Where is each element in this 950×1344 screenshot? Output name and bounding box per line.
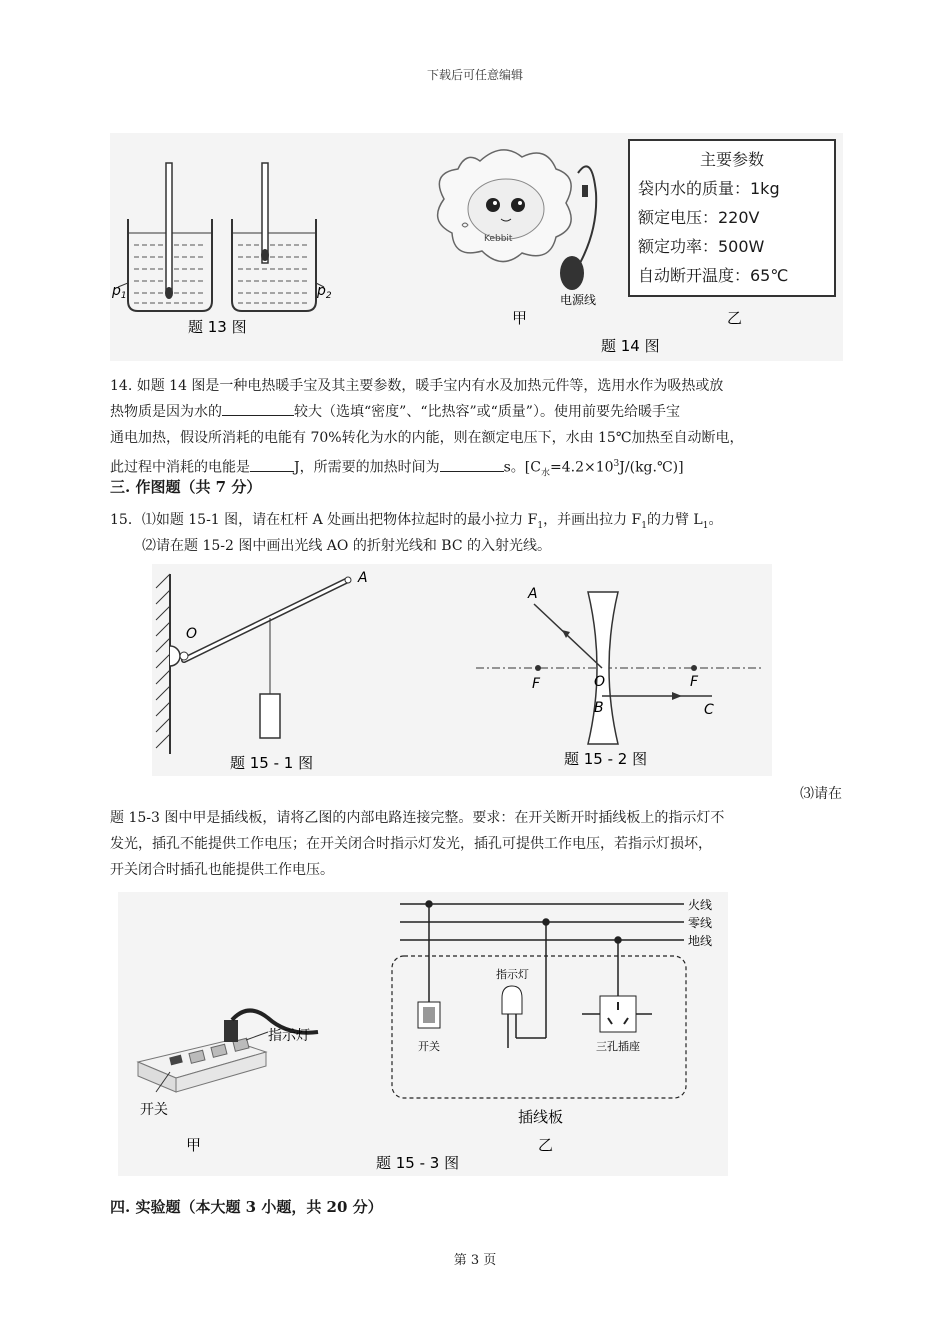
figure-15-3	[118, 892, 728, 1176]
parameter-table	[628, 139, 836, 297]
parameter-row: 额定功率：500W	[638, 237, 765, 256]
answer-blank[interactable]	[222, 399, 294, 416]
jia-indicator-label: 指示灯	[268, 1028, 310, 1044]
parameter-row: 自动断开温度：65℃	[638, 266, 789, 285]
indicator-lamp-icon	[502, 986, 546, 1048]
question-15-line-1: 15．⑴如题 15-1 图，请在杠杆 A 处画出把物体拉起时的最小拉力 $F_1$，并画出拉力 $F_1$的力臂 $L_1$。	[110, 512, 723, 531]
live-wire-label: 火线	[688, 898, 713, 912]
figure-15-1	[156, 570, 368, 772]
page-header: 下载后可任意编辑	[426, 68, 523, 82]
parameter-row: 袋内水的质量：1kg	[638, 179, 780, 198]
section-3-heading: 三. 作图题（共 7 分）	[110, 478, 262, 496]
figure-13-14	[110, 133, 843, 361]
fig15-3-jia: 甲	[186, 1136, 202, 1154]
svg-text:F: F	[690, 674, 699, 690]
parameter-row: 额定电压：220V	[638, 208, 760, 227]
q14-line-3: 通电加热，假设所消耗的电能有 70%转化为水的内能，则在额定电压下，水由 15℃加热至自动断电，	[110, 430, 744, 446]
section-4-heading: 四. 实验题（本大题 3 小题，共 20 分）	[110, 1198, 383, 1216]
socket-label: 三孔插座	[596, 1040, 640, 1053]
svg-text:Kebbit: Kebbit	[484, 234, 513, 244]
cord-label: 电源线	[560, 293, 597, 307]
ground-wire-label: 地线	[688, 934, 713, 948]
q14-line-2: 热物质是因为水的 较大（选填“密度”、“比热容”或“质量”）。使用前要先给暖手宝	[110, 399, 850, 425]
figure-15-1-15-2	[152, 564, 772, 776]
fig13-caption: 题 13 图	[188, 318, 247, 336]
fig15-1-caption: 题 15 - 1 图	[230, 754, 314, 772]
beaker-2	[232, 219, 316, 311]
q14-line-1: 14. 如题 14 图是一种电热暖手宝及其主要参数，暖手宝内有水及加热元件等，选用水作为吸热或放	[110, 378, 724, 394]
answer-blank[interactable]	[440, 455, 504, 472]
fig15-3-caption: 题 15 - 3 图	[376, 1154, 460, 1172]
q15-line-4: 发光，插孔不能提供工作电压；在开关闭合时指示灯发光，插孔可提供工作电压，若指示灯损坏，	[110, 836, 712, 852]
svg-text:C: C	[704, 702, 714, 718]
neutral-wire-label: 零线	[688, 916, 713, 930]
circuit-diagram	[392, 901, 686, 1098]
fig15-3-yi: 乙	[538, 1136, 554, 1154]
svg-text:B: B	[594, 700, 604, 716]
hand-warmer-icon	[438, 150, 572, 262]
power-strip-icon	[138, 1010, 318, 1092]
question-15-3-text	[110, 805, 850, 883]
question-14	[110, 373, 850, 486]
figure-15-2	[476, 586, 764, 768]
svg-text:A: A	[528, 586, 538, 602]
fig14-label-yi: 乙	[727, 309, 743, 327]
switch-icon	[418, 1002, 440, 1028]
question-15-3-lead: ⑶请在	[800, 786, 842, 802]
q15-line-5: 开关闭合时插孔也能提供工作电压。	[110, 862, 334, 878]
svg-text:O: O	[186, 626, 198, 642]
svg-text:F: F	[532, 676, 541, 692]
jia-switch-label: 开关	[140, 1102, 168, 1118]
answer-blank[interactable]	[250, 455, 294, 472]
q15-line-3: 题 15-3 图中甲是插线板，请将乙图的内部电路连接完整。要求：在开关断开时插线板上的指示灯不	[110, 810, 725, 826]
parameter-title: 主要参数	[699, 150, 764, 169]
p1-label: $p_1$	[112, 283, 127, 301]
board-label: 插线板	[518, 1108, 564, 1126]
svg-text:A: A	[358, 570, 368, 586]
page-number: 第 3 页	[453, 1253, 497, 1268]
indicator-label: 指示灯	[496, 968, 529, 981]
q14-line-4: 此过程中消耗的电能是 J，所需要的加热时间为 s。$[C_水=4.2\times 10^3J/(kg.℃)]$	[110, 451, 850, 486]
p2-label: $p_2$	[317, 283, 332, 301]
fig15-2-caption: 题 15 - 2 图	[564, 750, 648, 768]
svg-text:O: O	[594, 674, 606, 690]
three-pin-socket-icon	[582, 996, 652, 1032]
fig14-caption: 题 14 图	[601, 337, 660, 355]
switch-label: 开关	[418, 1040, 440, 1053]
fig14-label-jia: 甲	[512, 309, 528, 327]
question-15-line-2: ⑵请在题 15-2 图中画出光线 AO 的折射光线和 BC 的入射光线。	[142, 538, 551, 554]
